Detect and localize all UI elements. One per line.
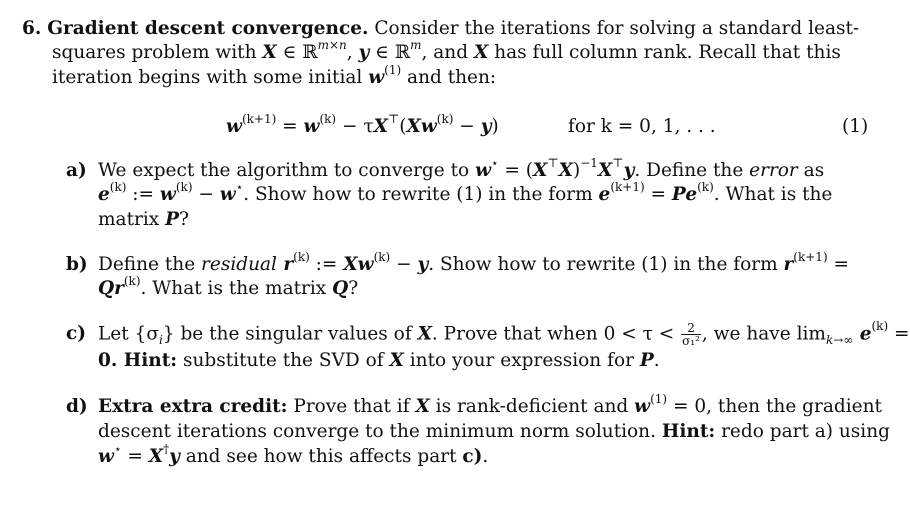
part-d-extra-credit-label: Extra extra credit:	[98, 396, 288, 417]
math-symbol: X	[415, 396, 430, 417]
part-d-text: and see how this affects part	[179, 446, 463, 467]
intro-text: , and	[421, 42, 474, 63]
math-symbol: P	[671, 184, 686, 205]
math-symbol: w	[357, 254, 374, 275]
math-symbol: w	[420, 116, 437, 137]
part-a-label: a)	[66, 160, 87, 181]
update-equation	[226, 111, 499, 139]
math-symbol: w	[303, 116, 320, 137]
math-symbol: X	[473, 42, 489, 63]
math-symbol: ∈ ℝ	[369, 42, 411, 63]
part-a-text: We expect the algorithm to converge to	[98, 160, 476, 181]
math-superscript: †	[163, 441, 170, 456]
equation-condition: for k = 0, 1, . . .	[568, 116, 716, 137]
math-superscript: (k+1)	[610, 179, 645, 194]
part-a-text: as	[797, 160, 825, 181]
math-superscript: ⊤	[612, 155, 624, 170]
math-symbol: e	[98, 184, 110, 205]
part-c-text: } be the singular values of	[162, 323, 418, 345]
part-c-hint-label: Hint:	[123, 350, 178, 371]
math-symbol: :=	[126, 184, 160, 205]
math-subscript: k→∞	[825, 333, 854, 348]
math-symbol: 0.	[98, 350, 124, 371]
math-symbol: y	[623, 160, 635, 181]
part-c-line-1	[98, 319, 910, 348]
math-symbol: (	[399, 116, 407, 137]
part-a-text: ?	[179, 209, 189, 230]
math-symbol: w	[634, 396, 651, 417]
math-symbol: =	[276, 116, 304, 137]
math-symbol: y	[358, 42, 370, 63]
math-symbol: =	[888, 323, 910, 345]
math-superscript: ⊤	[547, 155, 559, 170]
math-symbol: y	[169, 446, 180, 467]
fraction-denominator: σ₁²	[682, 334, 700, 348]
math-symbol: r	[114, 278, 124, 299]
math-superscript: m×n	[317, 37, 347, 52]
math-superscript: ⋆	[491, 155, 499, 170]
math-superscript: (k+1)	[241, 111, 277, 126]
math-symbol: X	[406, 116, 421, 137]
math-symbol: )	[491, 116, 499, 137]
part-c-text: , we have lim	[701, 323, 826, 345]
part-d-text: = 0, then the gradient	[667, 396, 882, 417]
part-a-line-2	[98, 179, 833, 207]
math-superscript: −1	[580, 155, 598, 170]
part-b-text: . Show how to rewrite (1) in the form	[428, 254, 784, 275]
part-a-text: . Show how to rewrite (1) in the form	[243, 184, 599, 205]
part-b-line-2	[98, 273, 359, 301]
problem-intro-line-1	[22, 17, 859, 41]
part-c-text: Let {σ	[98, 323, 159, 345]
part-b-line-1	[98, 249, 850, 277]
math-symbol: −	[390, 254, 418, 275]
part-b-text: ?	[348, 278, 359, 299]
part-b-term-residual: residual	[201, 254, 277, 275]
math-symbol: w	[98, 446, 114, 467]
part-d-text: redo part a) using	[715, 421, 890, 442]
part-a-text: . Define the	[634, 160, 750, 181]
part-d-line-3	[98, 441, 489, 469]
math-symbol: e	[853, 323, 872, 345]
part-d-text: Prove that if	[287, 396, 416, 417]
math-symbol: −	[192, 184, 220, 205]
math-superscript: (k)	[436, 111, 454, 126]
math-symbol: e	[685, 184, 698, 205]
intro-text: ,	[346, 42, 359, 63]
math-symbol: X	[417, 323, 432, 345]
part-a-line-1	[98, 155, 825, 183]
math-symbol: w	[475, 160, 491, 181]
math-symbol: X	[533, 160, 548, 181]
part-a-line-3	[98, 208, 189, 232]
part-d-line-2	[98, 420, 890, 444]
math-superscript: ⋆	[113, 441, 122, 456]
math-symbol: −	[453, 116, 481, 137]
equation-number: (1)	[842, 116, 869, 137]
fraction	[681, 322, 701, 347]
part-a-term-error: error	[749, 160, 798, 181]
math-symbol: = (	[498, 160, 533, 181]
part-c-text: .	[653, 350, 660, 371]
part-d-text: .	[482, 446, 489, 467]
math-superscript: (k)	[175, 179, 193, 194]
math-symbol: X	[343, 254, 358, 275]
part-a-text: matrix	[98, 209, 166, 230]
math-symbol: X	[262, 42, 277, 63]
math-symbol: P	[165, 209, 180, 230]
math-superscript: (k)	[697, 179, 714, 194]
part-d-hint-label: Hint:	[661, 421, 716, 442]
math-symbol: P	[639, 350, 654, 371]
math-symbol: =	[827, 254, 850, 275]
math-superscript: (k)	[373, 249, 391, 264]
part-c-label: c)	[66, 323, 87, 344]
part-d-label: d)	[66, 396, 88, 417]
math-symbol: y	[417, 254, 429, 275]
part-b-label: b)	[66, 254, 88, 275]
math-symbol: )	[573, 160, 581, 181]
math-symbol: X	[597, 160, 613, 181]
math-symbol: w	[368, 67, 385, 88]
math-superscript: (k)	[319, 111, 337, 126]
math-symbol: X	[389, 350, 404, 371]
math-symbol: y	[480, 116, 492, 137]
math-symbol: :=	[309, 254, 344, 275]
intro-text: has full column rank. Recall that this	[488, 42, 841, 63]
problem-title: Gradient descent convergence.	[47, 18, 369, 39]
math-superscript: (k)	[293, 249, 310, 264]
part-d-text: descent iterations converge to the minimum norm solution.	[98, 421, 662, 442]
math-subscript: i	[158, 333, 163, 348]
part-c-text: . Prove that when 0 < τ <	[431, 323, 681, 345]
math-symbol: w	[226, 116, 242, 137]
math-symbol: X	[373, 116, 388, 137]
intro-text: iteration begins with some initial	[52, 67, 369, 88]
part-c-line-2	[98, 349, 660, 373]
math-superscript: ⊤	[387, 111, 400, 126]
math-symbol: − τ	[336, 116, 374, 137]
math-symbol: w	[159, 184, 176, 205]
math-symbol: ∈ ℝ	[276, 42, 318, 63]
math-superscript: (k+1)	[793, 249, 828, 264]
math-symbol: Q	[332, 278, 349, 299]
problem-number: 6.	[22, 18, 42, 39]
math-superscript: ⋆	[235, 179, 244, 194]
part-d-line-1	[98, 391, 882, 419]
part-d-ref-part-c: c)	[462, 446, 483, 467]
problem-intro-line-2	[52, 37, 841, 65]
part-b-text: Define the	[98, 254, 202, 275]
math-symbol: r	[783, 254, 794, 275]
problem-intro-text: Consider the iterations for solving a standard least-	[374, 18, 860, 39]
math-superscript: (1)	[384, 62, 402, 77]
part-d-text: is rank-deficient and	[429, 396, 635, 417]
math-superscript: (1)	[650, 391, 668, 406]
math-superscript: (k)	[109, 179, 127, 194]
intro-text: and then:	[401, 67, 497, 88]
part-c-text: substitute the SVD of	[177, 350, 390, 371]
part-c-text: into your expression for	[403, 350, 640, 371]
math-superscript: (k)	[871, 319, 889, 334]
problem-intro-line-3	[52, 62, 497, 90]
math-superscript: (k)	[123, 273, 141, 288]
math-symbol: w	[219, 184, 236, 205]
part-a-text: . What is the	[713, 184, 833, 205]
math-superscript: m	[410, 37, 422, 52]
math-symbol: Q	[98, 278, 115, 299]
math-symbol: r	[276, 254, 294, 275]
fraction-numerator: 2	[681, 322, 701, 335]
math-symbol: =	[121, 446, 149, 467]
math-symbol: =	[644, 184, 672, 205]
math-symbol: X	[148, 446, 164, 467]
intro-text: squares problem with	[52, 42, 263, 63]
math-symbol: e	[598, 184, 611, 205]
math-symbol: X	[558, 160, 574, 181]
part-b-text: . What is the matrix	[140, 278, 333, 299]
